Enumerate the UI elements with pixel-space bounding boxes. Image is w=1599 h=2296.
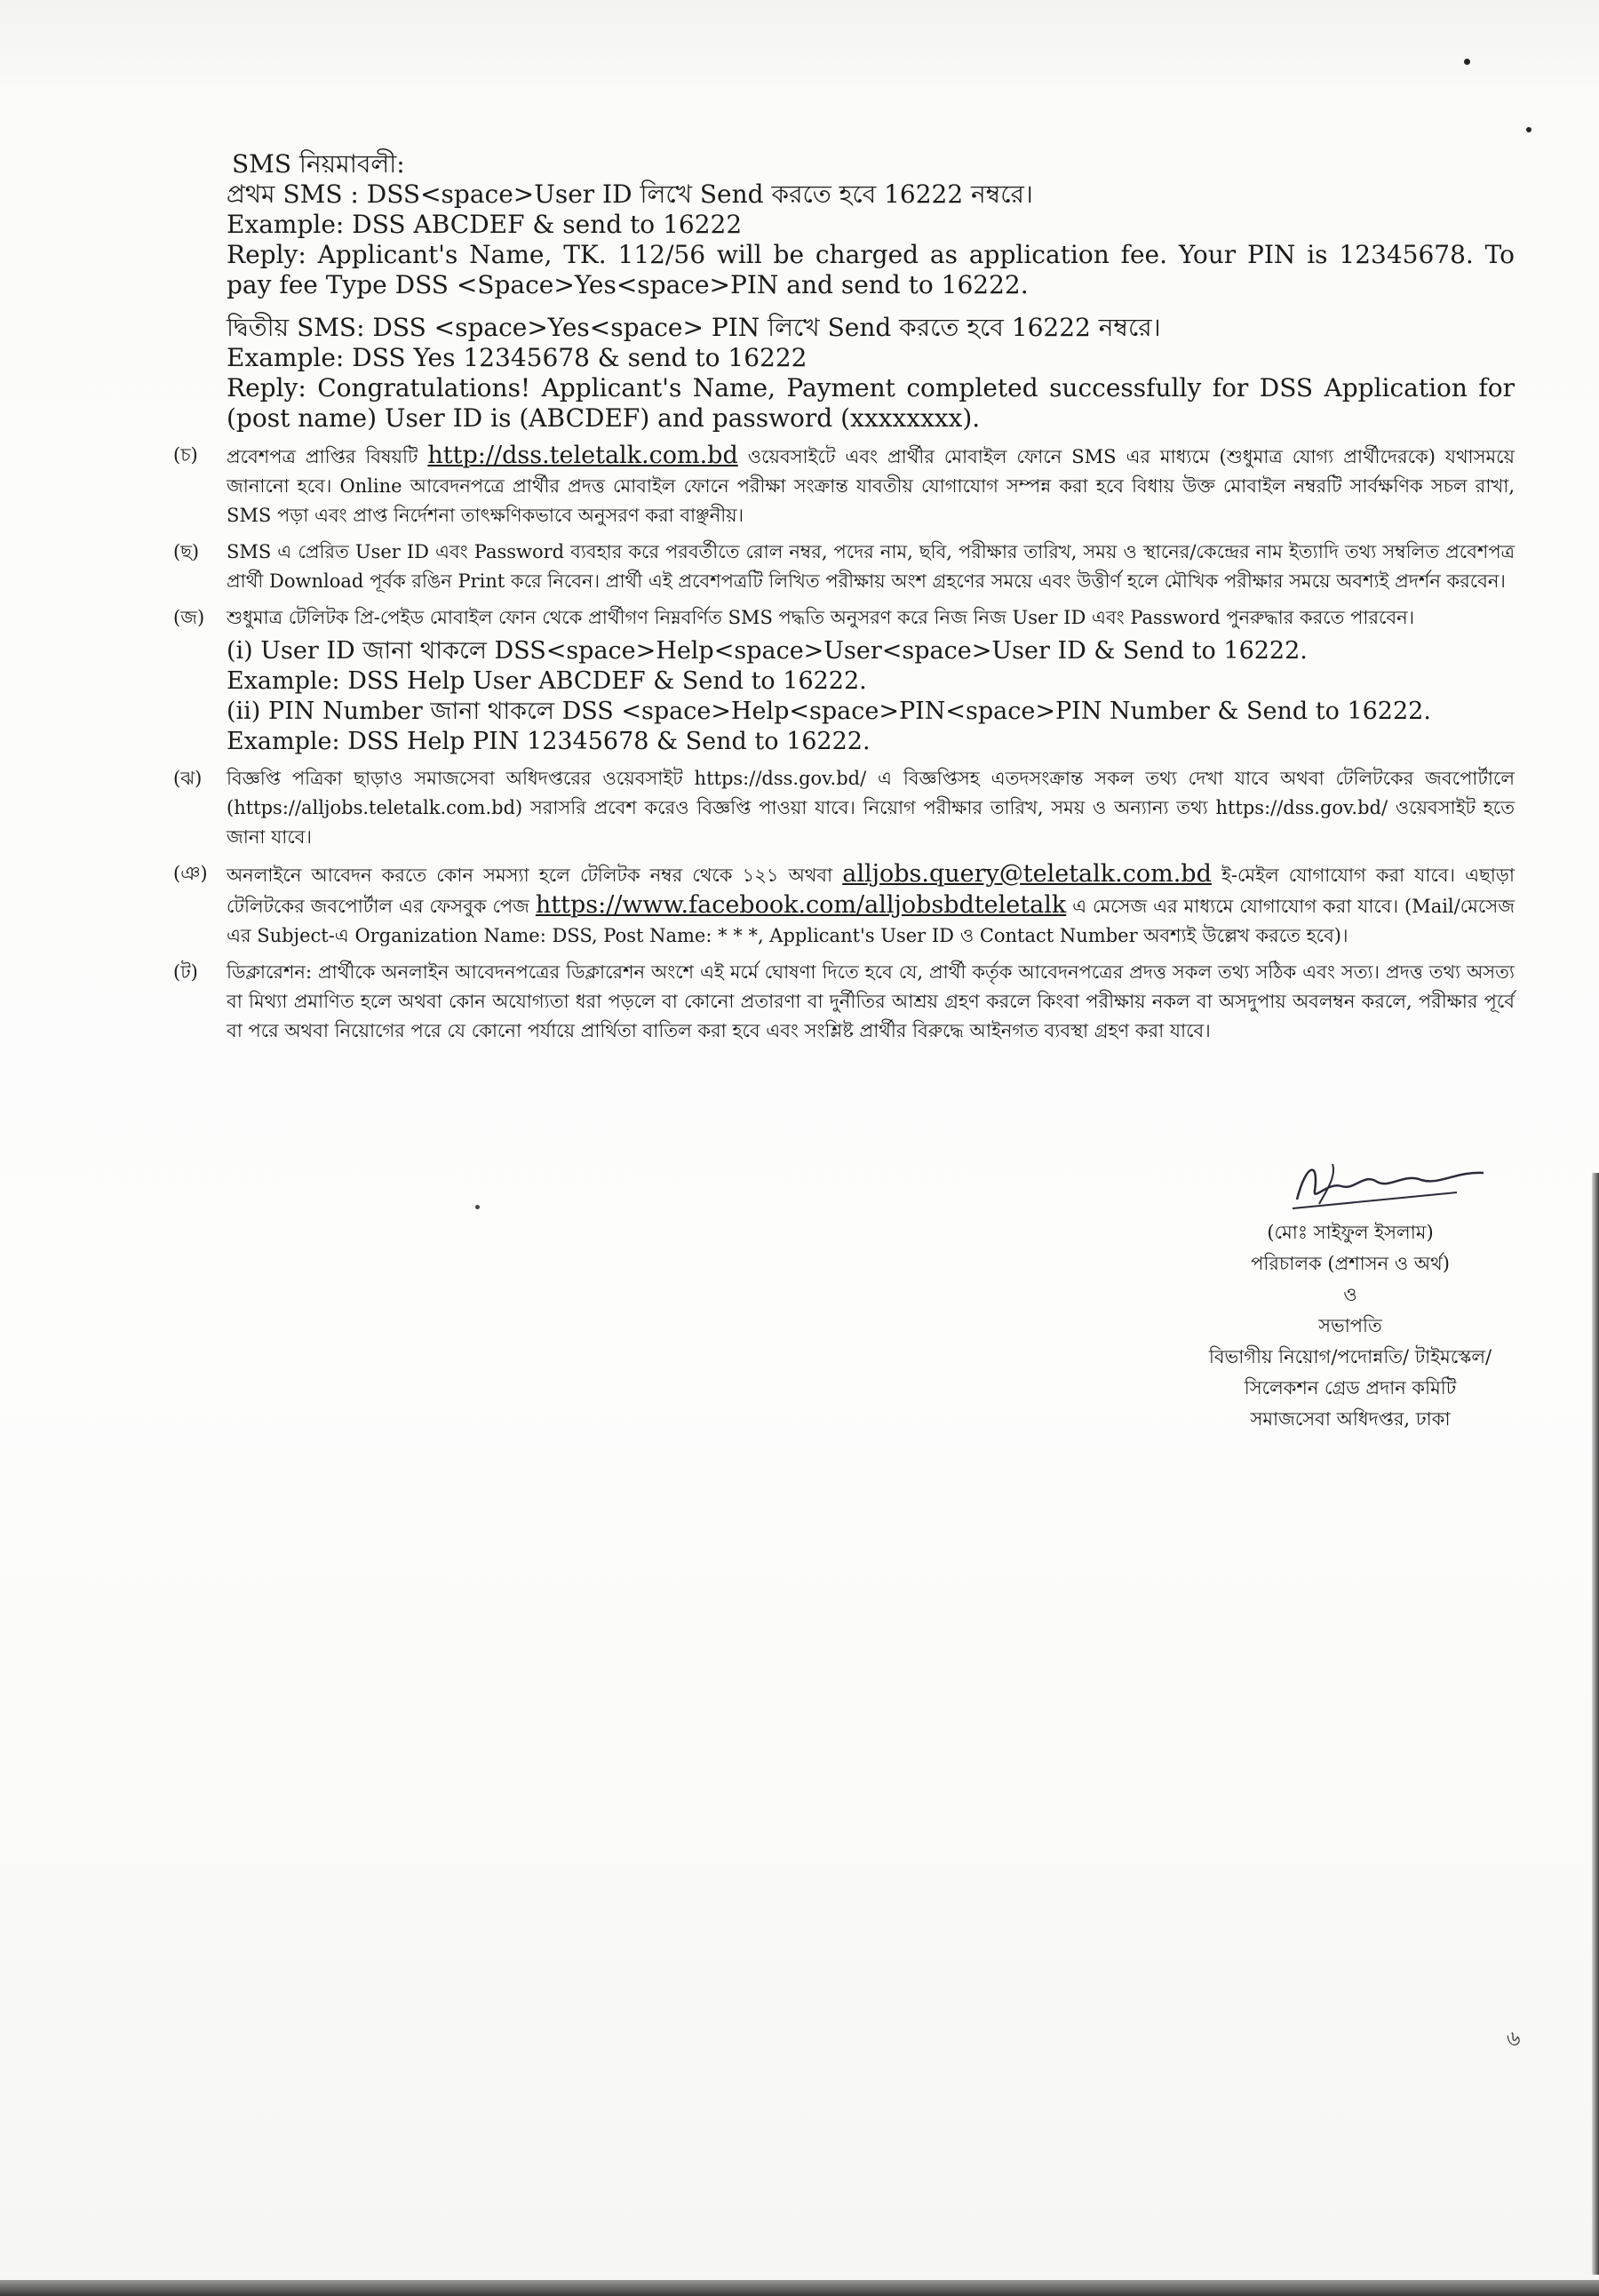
signatory-designation: পরিচালক (প্রশাসন ও অর্থ) — [1251, 1253, 1450, 1274]
scan-right-edge — [1592, 1173, 1599, 2275]
scan-speck — [475, 1205, 480, 1209]
item-marker: (ঝ) — [173, 768, 203, 789]
sms-rules-heading: SMS নিয়মাবলী: — [232, 149, 405, 179]
user-id-recovery-example: Example: DSS Help User ABCDEF & Send to 16222. — [227, 667, 867, 695]
item-text: ওয়েবসাইটে এবং প্রার্থীর মোবাইল ফোনে SMS এর মাধ্যমে (শুধুমাত্র যোগ্য প্রার্থীদেরকে) যথাসময়ে জানানো হবে। Online আবেদনপত্রে প্রার্থীর প্রদত্ত মোবাইল ফোনে পরীক্ষা সংক্রান্ত যাবতীয় যোগাযোগ সম্পন্ন করা হবে বিধায় উক্ত মোবাইল নম্বরটি সার্বক্ষণিক সচল রাখা, SMS পড়া এবং প্রাপ্ত নির্দেশনা তাৎক্ষণিকভাবে অনুসরণ করা বাঞ্ছনীয়। — [227, 446, 1515, 526]
item-marker: (চ) — [173, 444, 198, 466]
committee-line-1: বিভাগীয় নিয়োগ/পদোন্নতি/ টাইমস্কেল/ — [1208, 1346, 1492, 1367]
item-text: এ মেসেজ এর মাধ্যমে যোগাযোগ করা যাবে। (Mail/মেসেজ এর Subject-এ Organization Name: DSS, Post Name: * * *, Applicant's User ID ও Contact Number অবশ্যই উল্লেখ করতে হবে)। — [227, 896, 1515, 946]
first-sms-reply: Reply: Applicant's Name, TK. 112/56 will be charged as application fee. Your PIN is 12345678. To pay fee Type DSS <Space>Yes<space>PIN and send to 16222. — [227, 240, 1515, 299]
scan-speck — [1526, 127, 1531, 132]
second-sms-instruction: দ্বিতীয় SMS: DSS <space>Yes<space> PIN লিখে Send করতে হবে 16222 নম্বরে। — [227, 313, 1161, 342]
item-ta — [173, 958, 1515, 1046]
item-text: বিজ্ঞপ্তি পত্রিকা ছাড়াও সমাজসেবা অধিদপ্তরের ওয়েবসাইট https://dss.gov.bd/ এ বিজ্ঞপ্তিসহ এতদসংক্রান্ত সকল তথ্য দেখা যাবে অথবা টেলিটকের জবপোর্টালে (https://alljobs.teletalk.com.bd) সরাসরি প্রবেশ করেও বিজ্ঞপ্তি পাওয়া যাবে। নিয়োগ পরীক্ষার তারিখ, সময় ও অন্যান্য তথ্য https://dss.gov.bd/ ওয়েবসাইট হতে জানা যাবে। — [227, 768, 1515, 848]
first-sms-example: Example: DSS ABCDEF & send to 16222 — [227, 210, 743, 239]
signatory-office: সমাজসেবা অধিদপ্তর, ঢাকা — [1250, 1408, 1451, 1430]
item-text: ডিক্লারেশন: প্রার্থীকে অনলাইন আবেদনপত্রের ডিক্লারেশন অংশে এই মর্মে ঘোষণা দিতে হবে যে, প্রার্থী কর্তৃক আবেদনপত্রের প্রদত্ত সকল তথ্য সঠিক এবং সত্য। প্রদত্ত তথ্য অসত্য বা মিথ্যা প্রমাণিত হলে অথবা কোন অযোগ্যতা ধরা পড়লে বা কোনো প্রতারণা বা দুর্নীতির আশ্রয় গ্রহণ করলে কিংবা পরীক্ষায় নকল বা অসদুপায় অবলম্বন করলে, পরীক্ষার পূর্বে বা পরে অথবা নিয়োগের পরে যে কোনো পর্যায়ে প্রার্থিতা বাতিল করা হবে এবং সংশ্লিষ্ট প্রার্থীর বিরুদ্ধে আইনগত ব্যবস্থা গ্রহণ করা যাবে। — [227, 961, 1515, 1041]
signatory-name: (মোঃ সাইফুল ইসলাম) — [1267, 1222, 1434, 1243]
item-marker: (ছ) — [173, 541, 200, 562]
item-text: প্রবেশপত্র প্রাপ্তির বিষয়টি — [227, 446, 418, 467]
signatory-conjunction: ও — [1343, 1284, 1357, 1305]
item-ja — [173, 603, 1515, 757]
document-body — [173, 149, 1515, 1046]
second-sms-example: Example: DSS Yes 12345678 & send to 16222 — [227, 343, 807, 372]
pin-recovery: (ii) PIN Number জানা থাকলে DSS <space>Help<space>PIN<space>PIN Number & Send to 16222. — [227, 698, 1431, 725]
first-sms-instruction: প্রথম SMS : DSS<space>User ID লিখে Send করতে হবে 16222 নম্বরে। — [227, 179, 1033, 209]
item-text: ই-মেইল যোগাযোগ করা যাবে। এছাড়া টেলিটকের জবপোর্টাল এর ফেসবুক পেজ — [227, 865, 1515, 917]
item-text: শুধুমাত্র টেলিটক প্রি-পেইড মোবাইল ফোন থেকে প্রার্থীগণ নিম্নবর্ণিত SMS পদ্ধতি অনুসরণ করে নিজ নিজ User ID এবং Password পুনরুদ্ধার করতে পারবেন। — [227, 607, 1415, 628]
item-marker: (জ) — [173, 607, 205, 628]
item-nya — [173, 859, 1515, 951]
scan-bottom-edge — [0, 2280, 1599, 2296]
page-number: ৬ — [1507, 2026, 1521, 2051]
admit-card-link[interactable]: http://dss.teletalk.com.bd — [427, 442, 738, 469]
item-cha — [173, 441, 1515, 530]
signatory-role: সভাপতি — [1318, 1315, 1382, 1336]
item-text: SMS এ প্রেরিত User ID এবং Password ব্যবহার করে পরবর্তীতে রোল নম্বর, পদের নাম, ছবি, পরীক্ষার তারিখ, সময় ও স্থানের/কেন্দ্রের নাম ইত্যাদি তথ্য সম্বলিত প্রবেশপত্র প্রার্থী Download পূর্বক রঙিন Print করে নিবেন। প্রার্থী এই প্রবেশপত্রটি লিখিত পরীক্ষায় অংশ গ্রহণের সময়ে এবং উত্তীর্ণ হলে মৌখিক পরীক্ষার সময়ে অবশ্যই প্রদর্শন করবেন। — [227, 541, 1515, 592]
item-marker: (ঞ) — [173, 863, 208, 884]
item-chha — [173, 538, 1515, 596]
item-text: অনলাইনে আবেদন করতে কোন সমস্যা হলে টেলিটক নম্বর থেকে ১২১ অথবা — [227, 865, 833, 886]
signature-block — [1164, 1146, 1537, 1435]
sms-rules-section — [227, 149, 1515, 434]
pin-recovery-example: Example: DSS Help PIN 12345678 & Send to 16222. — [227, 728, 871, 755]
second-sms-reply: Reply: Congratulations! Applicant's Name, Payment completed successfully for DSS Application for (post name) User ID is (ABCDEF) and password (xxxxxxxx). — [227, 373, 1515, 433]
query-email-link[interactable]: alljobs.query@teletalk.com.bd — [842, 860, 1212, 888]
scan-speck — [1464, 59, 1470, 65]
item-marker: (ট) — [173, 961, 198, 983]
user-id-recovery: (i) User ID জানা থাকলে DSS<space>Help<space>User<space>User ID & Send to 16222. — [227, 637, 1308, 665]
facebook-page-link[interactable]: https://www.facebook.com/alljobsbdteletalk — [535, 891, 1067, 919]
item-jha — [173, 764, 1515, 852]
recovery-instructions — [227, 636, 1515, 757]
committee-line-2: সিলেকশন গ্রেড প্রদান কমিটি — [1244, 1377, 1457, 1399]
